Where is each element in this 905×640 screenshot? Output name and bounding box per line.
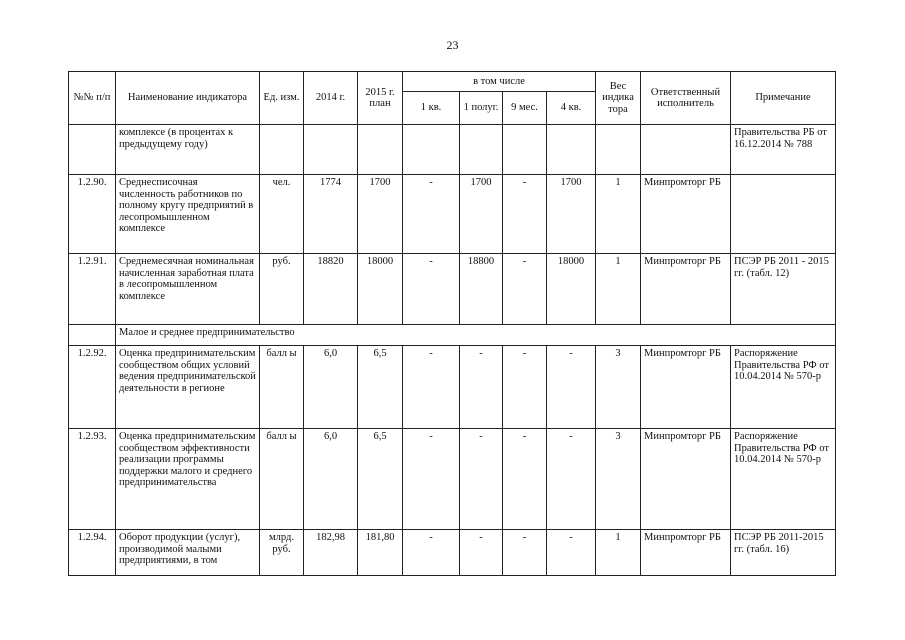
cell-name: Среднесписочная численность работников по полному кругу предприятий в лесопромышленном комплексе bbox=[116, 175, 260, 254]
header-weight: Вес индика тора bbox=[596, 72, 641, 125]
cell-9m: - bbox=[503, 346, 547, 429]
cell-q4: - bbox=[547, 429, 596, 530]
cell-responsible: Минпромторг РБ bbox=[641, 254, 731, 325]
cell-name: Среднемесячная номинальная начисленная заработная плата в лесопромышленном комплексе bbox=[116, 254, 260, 325]
table-row bbox=[69, 429, 836, 530]
cell-2014: 6,0 bbox=[304, 346, 358, 429]
cell-2015-plan bbox=[358, 125, 403, 175]
table-row bbox=[69, 530, 836, 576]
cell-name: Оценка предпринимательским сообществом общих условий ведения предпринимательской деятельности в регионе bbox=[116, 346, 260, 429]
cell-2015-plan: 181,80 bbox=[358, 530, 403, 576]
cell-num: 1.2.91. bbox=[69, 254, 116, 325]
cell-q1: - bbox=[403, 530, 460, 576]
cell-q1: - bbox=[403, 175, 460, 254]
cell-2015-plan: 6,5 bbox=[358, 346, 403, 429]
cell-weight: 3 bbox=[596, 429, 641, 530]
cell-unit: балл ы bbox=[260, 429, 304, 530]
cell-q1 bbox=[403, 125, 460, 175]
cell-q1: - bbox=[403, 254, 460, 325]
header-responsible: Ответственный исполнитель bbox=[641, 72, 731, 125]
cell-weight: 3 bbox=[596, 346, 641, 429]
cell-num: 1.2.94. bbox=[69, 530, 116, 576]
cell-weight bbox=[596, 125, 641, 175]
cell-q4: 18000 bbox=[547, 254, 596, 325]
cell-unit bbox=[260, 125, 304, 175]
cell-h1: - bbox=[460, 346, 503, 429]
cell-name: комплексе (в процентах к предыдущему году) bbox=[116, 125, 260, 175]
cell-num bbox=[69, 325, 116, 346]
cell-q4: - bbox=[547, 530, 596, 576]
cell-unit: балл ы bbox=[260, 346, 304, 429]
cell-num: 1.2.93. bbox=[69, 429, 116, 530]
cell-h1 bbox=[460, 125, 503, 175]
cell-2015-plan: 6,5 bbox=[358, 429, 403, 530]
cell-9m: - bbox=[503, 530, 547, 576]
header-9m: 9 мес. bbox=[503, 92, 547, 125]
table-row bbox=[69, 254, 836, 325]
cell-unit: млрд. руб. bbox=[260, 530, 304, 576]
cell-responsible bbox=[641, 125, 731, 175]
cell-9m: - bbox=[503, 175, 547, 254]
cell-q4: - bbox=[547, 346, 596, 429]
cell-2014: 6,0 bbox=[304, 429, 358, 530]
cell-name: Оборот продукции (услуг), производимой малыми предприятиями, в том bbox=[116, 530, 260, 576]
cell-num: 1.2.90. bbox=[69, 175, 116, 254]
page-number: 23 bbox=[446, 38, 459, 52]
cell-note: ПСЭР РБ 2011 - 2015 гг. (табл. 12) bbox=[731, 254, 836, 325]
cell-responsible: Минпромторг РБ bbox=[641, 346, 731, 429]
section-title: Малое и среднее предпринимательство bbox=[116, 325, 836, 346]
cell-note: Распоряжение Правительства РФ от 10.04.2014 № 570-р bbox=[731, 346, 836, 429]
cell-responsible: Минпромторг РБ bbox=[641, 429, 731, 530]
table-row bbox=[69, 125, 836, 175]
cell-2015-plan: 1700 bbox=[358, 175, 403, 254]
cell-q4 bbox=[547, 125, 596, 175]
cell-q4: 1700 bbox=[547, 175, 596, 254]
table-row bbox=[69, 346, 836, 429]
table-body bbox=[69, 125, 836, 576]
cell-2014: 182,98 bbox=[304, 530, 358, 576]
cell-note: ПСЭР РБ 2011-2015 гг. (табл. 16) bbox=[731, 530, 836, 576]
section-row bbox=[69, 325, 836, 346]
cell-unit: чел. bbox=[260, 175, 304, 254]
cell-note bbox=[731, 175, 836, 254]
cell-weight: 1 bbox=[596, 175, 641, 254]
cell-h1: - bbox=[460, 429, 503, 530]
cell-weight: 1 bbox=[596, 530, 641, 576]
header-name: Наименование индикатора bbox=[116, 72, 260, 125]
cell-weight: 1 bbox=[596, 254, 641, 325]
cell-9m: - bbox=[503, 429, 547, 530]
cell-9m: - bbox=[503, 254, 547, 325]
cell-2015-plan: 18000 bbox=[358, 254, 403, 325]
cell-responsible: Минпромторг РБ bbox=[641, 530, 731, 576]
header-q4: 4 кв. bbox=[547, 92, 596, 125]
cell-unit: руб. bbox=[260, 254, 304, 325]
cell-h1: 1700 bbox=[460, 175, 503, 254]
header-including: в том числе bbox=[403, 72, 596, 92]
indicators-table bbox=[68, 71, 836, 576]
cell-q1: - bbox=[403, 346, 460, 429]
cell-name: Оценка предпринимательским сообществом эффективности реализации программы поддержки малого и среднего предпринимательства bbox=[116, 429, 260, 530]
cell-h1: - bbox=[460, 530, 503, 576]
header-2015-plan: 2015 г. план bbox=[358, 72, 403, 125]
header-2014: 2014 г. bbox=[304, 72, 358, 125]
cell-9m bbox=[503, 125, 547, 175]
header-q1: 1 кв. bbox=[403, 92, 460, 125]
header-h1: 1 полуг. bbox=[460, 92, 503, 125]
cell-note: Правительства РБ от 16.12.2014 № 788 bbox=[731, 125, 836, 175]
cell-responsible: Минпромторг РБ bbox=[641, 175, 731, 254]
header-num: №№ п/п bbox=[69, 72, 116, 125]
cell-2014 bbox=[304, 125, 358, 175]
cell-num bbox=[69, 125, 116, 175]
cell-num: 1.2.92. bbox=[69, 346, 116, 429]
cell-q1: - bbox=[403, 429, 460, 530]
header-note: Примечание bbox=[731, 72, 836, 125]
table-row bbox=[69, 175, 836, 254]
header-unit: Ед. изм. bbox=[260, 72, 304, 125]
cell-h1: 18800 bbox=[460, 254, 503, 325]
cell-note: Распоряжение Правительства РФ от 10.04.2014 № 570-р bbox=[731, 429, 836, 530]
cell-2014: 18820 bbox=[304, 254, 358, 325]
cell-2014: 1774 bbox=[304, 175, 358, 254]
